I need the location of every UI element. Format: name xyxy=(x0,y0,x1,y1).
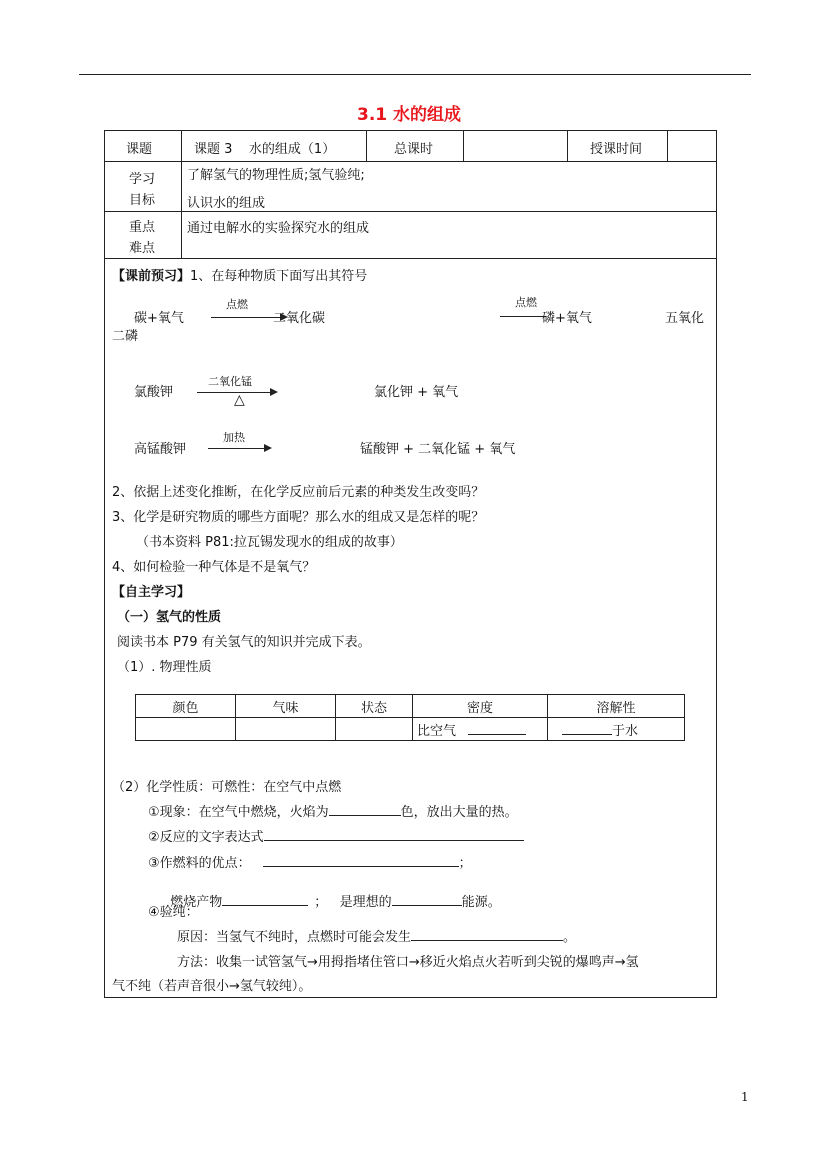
equation-line xyxy=(148,826,524,845)
product-text-b: ； 是理想的 xyxy=(314,895,392,910)
preview-item-3-note: （书本资料 P81:拉瓦锡发现水的组成的故事） xyxy=(136,535,403,550)
topic-label: 课题 xyxy=(126,142,153,157)
td-odor[interactable] xyxy=(236,718,336,741)
section-hydrogen: （一）氢气的性质 xyxy=(117,610,222,625)
r1-reactants: 碳+氧气 xyxy=(134,311,184,326)
r2-reactants: 磷+氧气 xyxy=(542,311,592,326)
r4-products: 锰酸钾 + 二氧化锰 + 氧气 xyxy=(360,442,516,457)
r3-heat: △ xyxy=(234,392,245,408)
product-line xyxy=(162,876,501,910)
solubility-text: 于水 xyxy=(612,723,639,739)
advantages-line xyxy=(148,852,472,871)
reason-blank[interactable] xyxy=(411,928,563,941)
preview-heading: 【课前预习】 xyxy=(112,269,191,284)
focus-label-2: 难点 xyxy=(129,241,156,256)
equation-blank[interactable] xyxy=(264,828,524,841)
r3-arrow-head xyxy=(270,388,278,396)
goals-line-1: 了解氢气的物理性质;氢气验纯; xyxy=(187,168,365,183)
th-solubility: 溶解性 xyxy=(548,695,685,718)
td-state[interactable] xyxy=(336,718,413,741)
product-text-c: 能源。 xyxy=(461,895,501,910)
self-study-heading: 【自主学习】 xyxy=(112,585,191,600)
r1-condition: 点燃 xyxy=(226,298,248,311)
focus-label-1: 重点 xyxy=(129,220,156,235)
th-odor: 气味 xyxy=(236,695,336,718)
td-color[interactable] xyxy=(136,718,236,741)
top-rule xyxy=(79,74,751,75)
reason-text-b: 。 xyxy=(563,930,577,945)
r3-catalyst: 二氧化锰 xyxy=(208,375,252,388)
td-solubility[interactable] xyxy=(548,718,685,741)
r2-condition: 点燃 xyxy=(515,296,537,309)
method-line-cont: 气不纯（若声音很小→氢气较纯）。 xyxy=(112,979,312,994)
properties-table xyxy=(135,694,685,741)
r4-reactant: 高锰酸钾 xyxy=(134,442,187,457)
page-number: 1 xyxy=(741,1090,749,1104)
product-blank[interactable] xyxy=(222,893,308,906)
energy-blank[interactable] xyxy=(392,893,462,906)
flame-color-blank[interactable] xyxy=(329,803,401,816)
reason-line xyxy=(177,926,576,945)
goals-label-1: 学习 xyxy=(129,172,156,187)
equation-text: ②反应的文字表达式 xyxy=(148,830,264,845)
reading-instruction: 阅读书本 P79 有关氢气的知识并完成下表。 xyxy=(117,635,371,650)
physical-properties: （1）. 物理性质 xyxy=(117,660,212,675)
preview-item-4: 4、如何检验一种气体是不是氧气？ xyxy=(112,560,316,575)
density-text: 比空气 xyxy=(417,723,457,739)
phenomenon-text-a: ①现象：在空气中燃烧，火焰为 xyxy=(148,805,329,820)
r2-arrow xyxy=(500,316,546,317)
advantages-text: ③作燃料的优点： xyxy=(148,856,251,871)
focus-text: 通过电解水的实验探究水的组成 xyxy=(187,221,370,236)
chemical-properties: （2）化学性质：可燃性：在空气中点燃 xyxy=(112,780,342,795)
r1-product: 二氧化碳 xyxy=(273,311,326,326)
r3-reactant: 氯酸钾 xyxy=(134,385,174,400)
goals-line-2: 认识水的组成 xyxy=(187,196,266,211)
r2-product-a: 五氧化 xyxy=(665,311,705,326)
r4-condition: 加热 xyxy=(223,431,245,444)
th-state: 状态 xyxy=(336,695,413,718)
preview-line xyxy=(112,265,367,284)
density-blank[interactable] xyxy=(468,722,526,735)
solubility-blank[interactable] xyxy=(562,722,612,735)
td-density[interactable] xyxy=(413,718,548,741)
r3-products: 氯化钾 + 氧气 xyxy=(374,385,459,400)
preview-item-2: 2、依据上述变化推断，在化学反应前后元素的种类发生改变吗？ xyxy=(112,485,485,500)
th-density: 密度 xyxy=(413,695,548,718)
r2-product-b: 二磷 xyxy=(112,329,139,344)
date-label: 授课时间 xyxy=(590,142,643,157)
advantages-blank[interactable] xyxy=(263,854,459,867)
th-color: 颜色 xyxy=(136,695,236,718)
r4-arrow-head xyxy=(264,444,272,452)
page-title: 3.1 水的组成 xyxy=(357,105,462,125)
r4-arrow xyxy=(208,448,267,449)
advantages-end: ； xyxy=(458,856,472,871)
total-hours-label: 总课时 xyxy=(394,142,434,157)
purity-label: ④验纯： xyxy=(148,905,199,920)
goals-label-2: 目标 xyxy=(129,193,156,208)
topic-value: 课题 3 水的组成（1） xyxy=(194,142,336,157)
product-text-a: 燃烧产物 xyxy=(170,895,223,910)
preview-item-1: 1、在每种物质下面写出其符号 xyxy=(190,269,368,284)
preview-item-3: 3、化学是研究物质的哪些方面呢？那么水的组成又是怎样的呢？ xyxy=(112,510,485,525)
phenomenon-line xyxy=(148,801,518,820)
reason-text-a: 原因：当氢气不纯时，点燃时可能会发生 xyxy=(177,930,412,945)
phenomenon-text-b: 色，放出大量的热。 xyxy=(400,805,518,820)
method-line: 方法：收集一试管氢气→用拇指堵住管口→移近火焰点火若听到尖锐的爆鸣声→氢 xyxy=(177,955,639,970)
